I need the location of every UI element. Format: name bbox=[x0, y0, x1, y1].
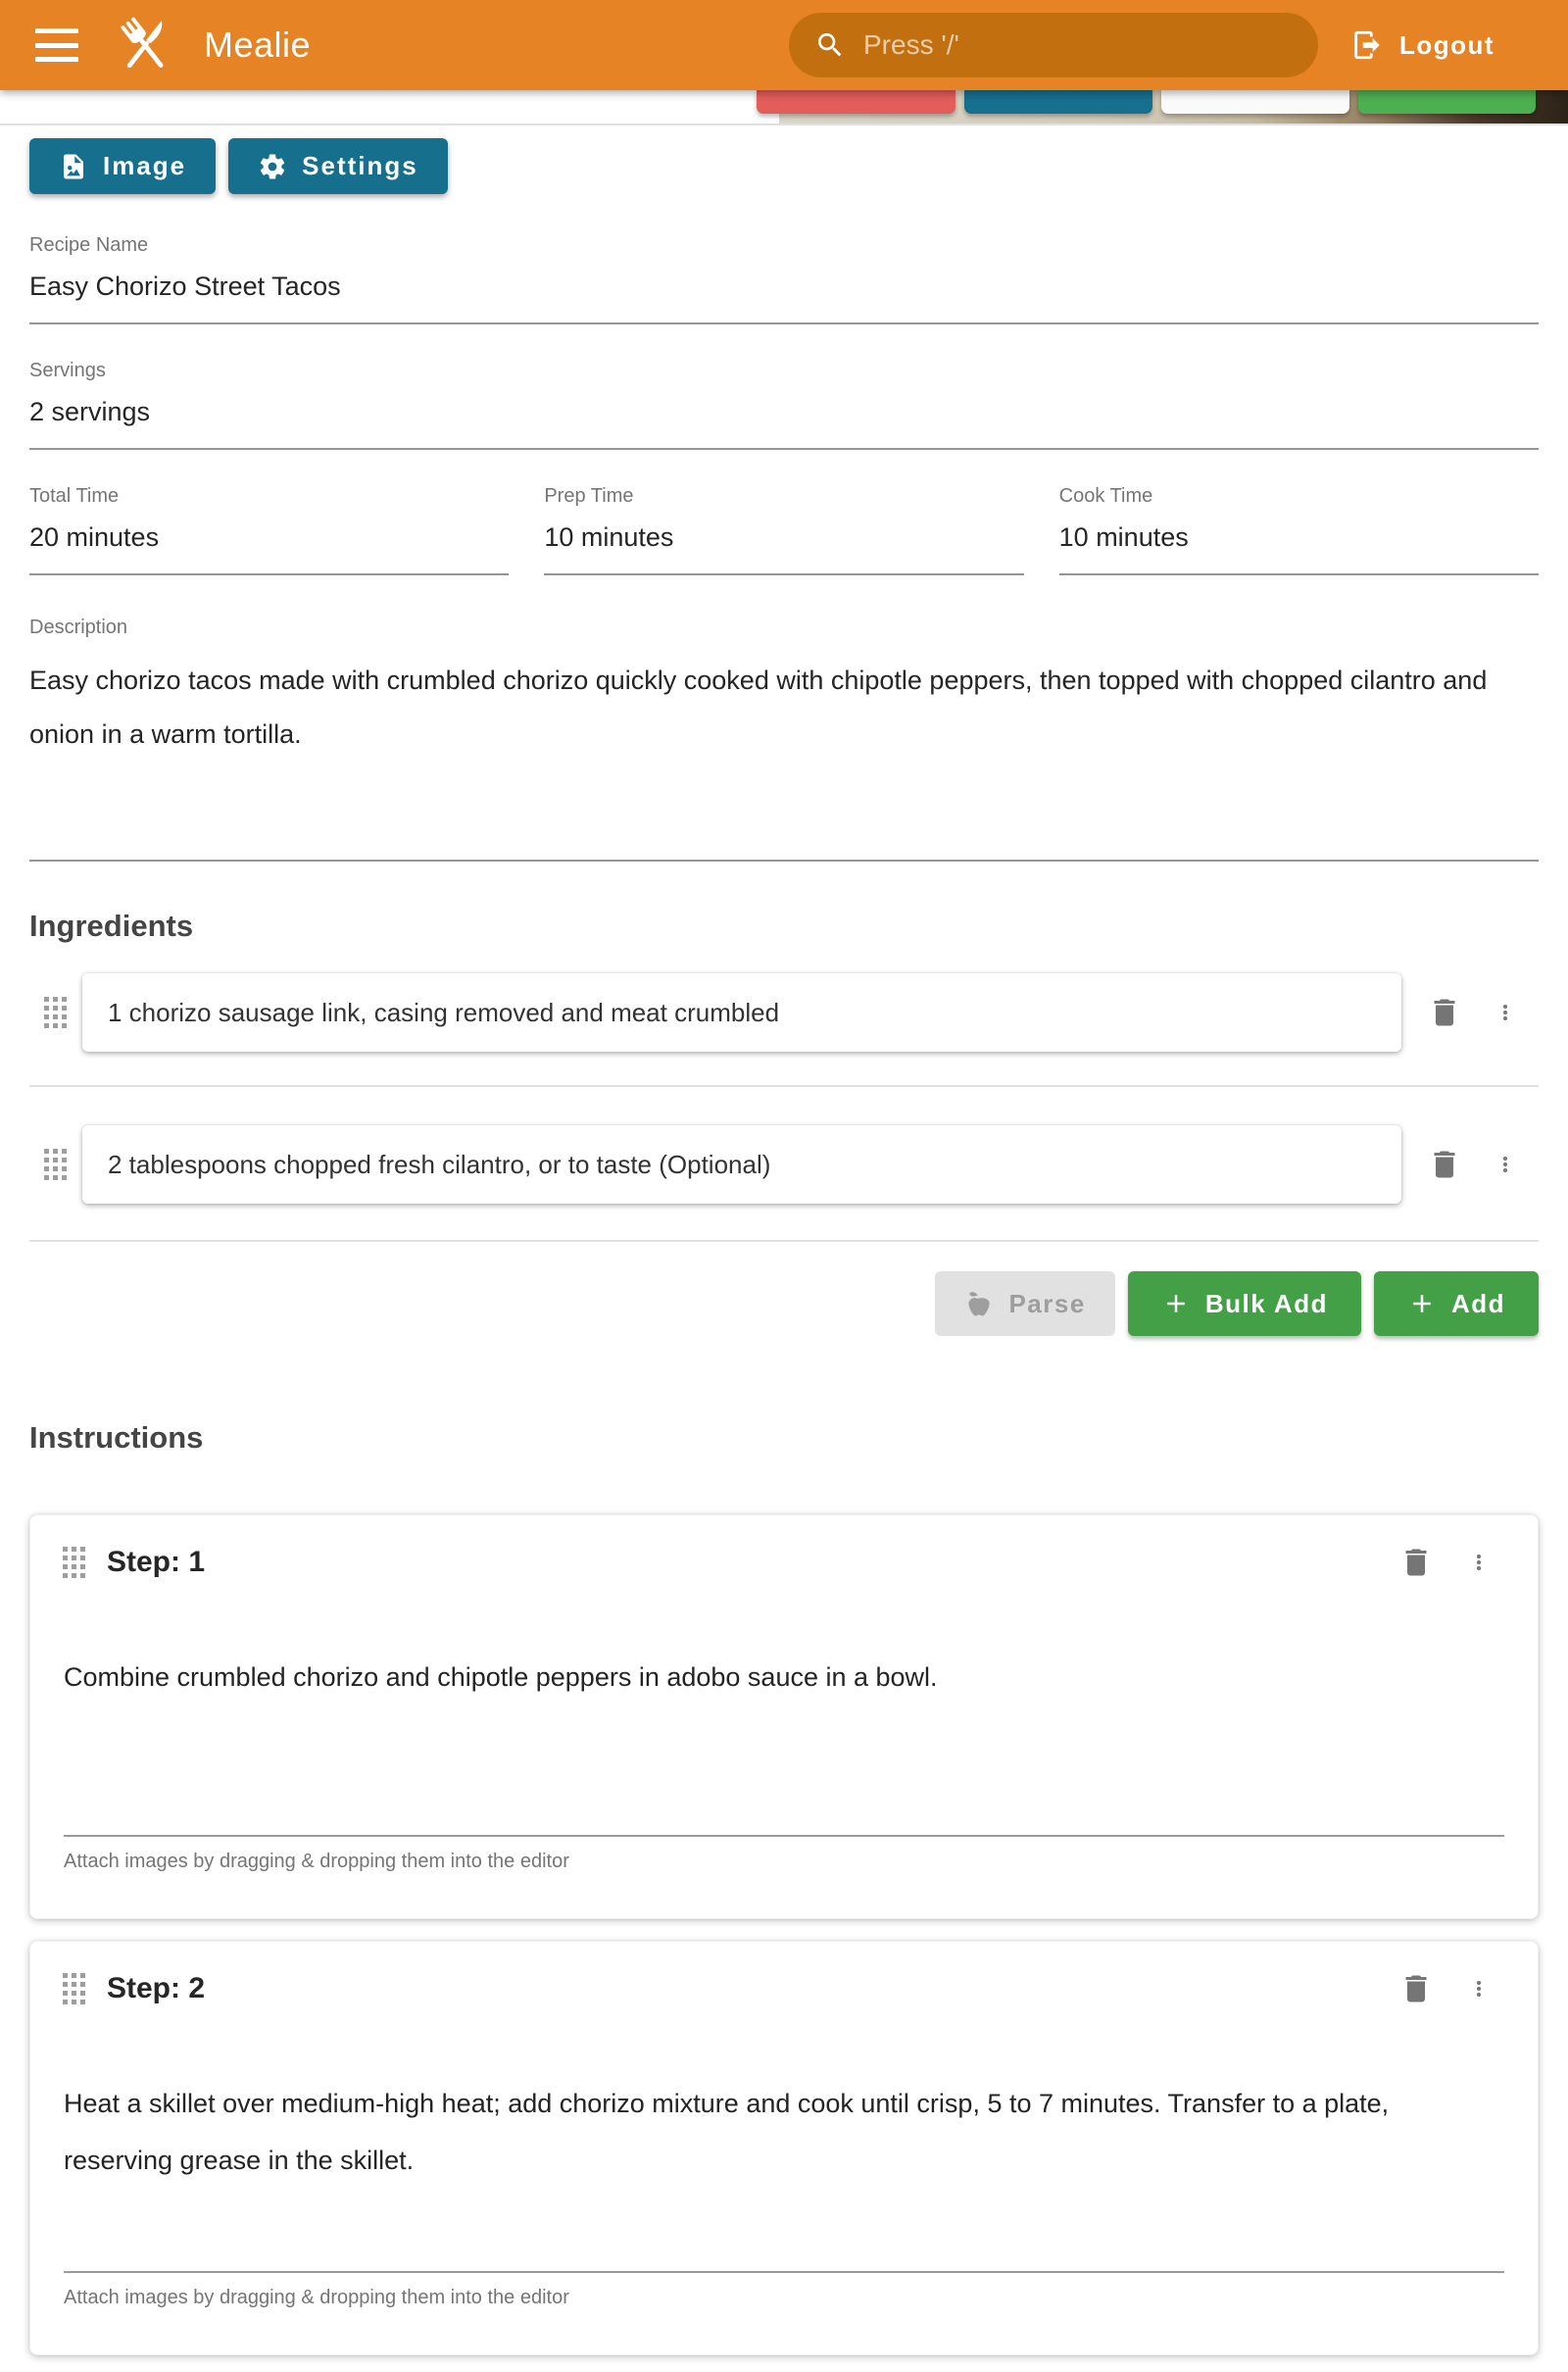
drag-handle-icon[interactable] bbox=[62, 1972, 87, 2005]
add-button[interactable] bbox=[1374, 1271, 1539, 1336]
total-time-label: Total Time bbox=[29, 485, 120, 507]
step-text-editor[interactable]: Combine crumbled chorizo and chipotle peppers in adobo sauce in a bowl. bbox=[64, 1662, 938, 1692]
ingredient-input[interactable] bbox=[82, 973, 1401, 1052]
editor-divider bbox=[64, 2271, 1504, 2273]
dots-vertical-icon bbox=[1494, 1147, 1517, 1182]
step-text-editor[interactable]: Heat a skillet over medium-high heat; add chorizo mixture and cook until crisp, 5 to 7 minutes. Transfer to a plate, reserving grease in the skillet. bbox=[64, 2089, 1390, 2175]
recipe-name-field[interactable] bbox=[29, 234, 1539, 324]
ingredients-heading: Ingredients bbox=[29, 909, 194, 943]
recipe-edit-form bbox=[0, 138, 1568, 2355]
bulk-add-button[interactable] bbox=[1128, 1271, 1361, 1336]
trash-icon bbox=[1398, 1971, 1434, 2006]
menu-icon[interactable] bbox=[35, 28, 78, 62]
gear-icon bbox=[258, 152, 287, 181]
logout-button[interactable] bbox=[1350, 0, 1494, 90]
apple-icon bbox=[964, 1289, 994, 1318]
step-menu-button[interactable] bbox=[1467, 1971, 1491, 2006]
plus-icon bbox=[1161, 1289, 1191, 1318]
delete-step-button[interactable] bbox=[1398, 1545, 1434, 1580]
drag-handle-icon[interactable] bbox=[43, 1148, 69, 1181]
search-icon bbox=[814, 29, 846, 61]
cropped-hero-strip bbox=[0, 90, 1568, 125]
trash-icon bbox=[1427, 1147, 1462, 1182]
image-button-label: Image bbox=[103, 151, 187, 180]
total-time-field[interactable] bbox=[29, 485, 509, 575]
trash-icon bbox=[1398, 1545, 1434, 1580]
dots-vertical-icon bbox=[1467, 1545, 1491, 1580]
search-bar[interactable] bbox=[789, 13, 1318, 77]
logout-label: Logout bbox=[1399, 29, 1495, 60]
plus-icon bbox=[1407, 1289, 1437, 1318]
delete-step-button[interactable] bbox=[1398, 1971, 1434, 2006]
delete-ingredient-button[interactable] bbox=[1427, 1147, 1462, 1182]
app-bar bbox=[0, 0, 1568, 90]
ingredient-text: 2 tablespoons chopped fresh cilantro, or to taste (Optional) bbox=[108, 1149, 771, 1179]
ingredient-menu-button[interactable] bbox=[1494, 995, 1517, 1030]
file-image-icon bbox=[59, 152, 88, 181]
recipe-name-label: Recipe Name bbox=[29, 234, 149, 256]
attach-images-hint: Attach images by dragging & dropping them into the editor bbox=[64, 2287, 569, 2308]
add-button-label: Add bbox=[1450, 1288, 1505, 1318]
parse-button-label: Parse bbox=[1008, 1288, 1086, 1318]
attach-images-hint: Attach images by dragging & dropping them into the editor bbox=[64, 1851, 569, 1872]
dots-vertical-icon bbox=[1467, 1971, 1491, 2006]
description-label: Description bbox=[29, 617, 128, 638]
delete-ingredient-button[interactable] bbox=[1427, 995, 1462, 1030]
settings-button[interactable] bbox=[228, 138, 448, 194]
dots-vertical-icon bbox=[1494, 995, 1517, 1030]
prep-time-field[interactable] bbox=[544, 485, 1023, 575]
ingredient-divider bbox=[29, 1240, 1539, 1242]
prep-time-label: Prep Time bbox=[544, 485, 634, 507]
ingredient-row bbox=[29, 1125, 1539, 1204]
cook-time-label: Cook Time bbox=[1058, 485, 1153, 507]
recipe-name-value[interactable]: Easy Chorizo Street Tacos bbox=[29, 272, 1539, 324]
editor-divider bbox=[64, 1835, 1504, 1837]
servings-label: Servings bbox=[29, 360, 106, 381]
search-input[interactable] bbox=[863, 29, 1293, 61]
servings-value[interactable]: 2 servings bbox=[29, 397, 1539, 450]
cropped-action-button-teal[interactable] bbox=[964, 90, 1152, 114]
logout-icon bbox=[1350, 28, 1384, 62]
step-card bbox=[29, 1941, 1539, 2355]
step-menu-button[interactable] bbox=[1467, 1545, 1491, 1580]
cropped-action-button-green[interactable] bbox=[1358, 90, 1536, 114]
mealie-logo-icon bbox=[110, 10, 180, 80]
cook-time-value[interactable]: 10 minutes bbox=[1059, 522, 1539, 575]
drag-handle-icon[interactable] bbox=[62, 1546, 87, 1579]
ingredient-input[interactable] bbox=[82, 1125, 1401, 1204]
parse-button[interactable] bbox=[935, 1271, 1114, 1336]
description-field[interactable] bbox=[29, 617, 1539, 862]
drag-handle-icon[interactable] bbox=[43, 996, 69, 1029]
cropped-action-button-white[interactable] bbox=[1161, 90, 1349, 114]
cook-time-field[interactable] bbox=[1059, 485, 1539, 575]
description-value[interactable]: Easy chorizo tacos made with crumbled chorizo quickly cooked with chipotle peppers, then topped with chopped cilantro and onion in a warm tortilla. bbox=[29, 654, 1539, 862]
image-button[interactable] bbox=[29, 138, 216, 194]
trash-icon bbox=[1427, 995, 1462, 1030]
ingredient-text: 1 chorizo sausage link, casing removed and meat crumbled bbox=[108, 997, 780, 1027]
app-title: Mealie bbox=[204, 25, 312, 65]
ingredient-divider bbox=[29, 1085, 1539, 1087]
ingredient-menu-button[interactable] bbox=[1494, 1147, 1517, 1182]
cropped-action-button-red[interactable] bbox=[757, 90, 956, 114]
ingredient-row bbox=[29, 973, 1539, 1052]
bulk-add-button-label: Bulk Add bbox=[1204, 1288, 1328, 1318]
settings-button-label: Settings bbox=[302, 151, 418, 180]
total-time-value[interactable]: 20 minutes bbox=[29, 522, 509, 575]
prep-time-value[interactable]: 10 minutes bbox=[544, 522, 1023, 575]
servings-field[interactable] bbox=[29, 360, 1539, 450]
instructions-heading: Instructions bbox=[29, 1420, 204, 1455]
step-title: Step: 1 bbox=[107, 1546, 206, 1578]
step-card bbox=[29, 1514, 1539, 1919]
step-title: Step: 2 bbox=[107, 1972, 206, 2004]
